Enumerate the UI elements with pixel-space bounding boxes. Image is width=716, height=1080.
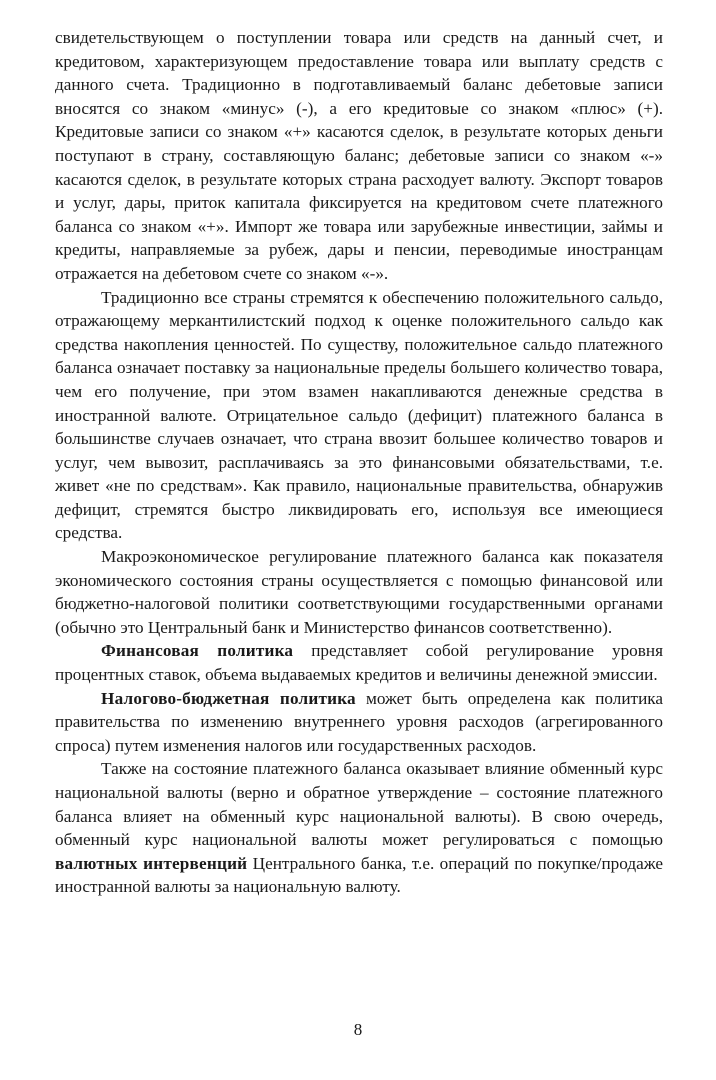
page-number: 8 [353,1020,363,1039]
paragraph-exchange-rate [55,757,663,899]
definition-financial-policy: представляет собой регулирование уровня процентных ставок, объема выдаваемых кредитов и величины денежной эмиссии. [55,641,663,685]
paragraph-balance-entries: свидетельствующем о поступлении товара или средств на данный счет, и кредитовом, характеризующем предоставление товара или выплату средств с данного счета. Традиционно в подготавливаемый баланс дебетовые записи вносятся со знаком «минус» (-), а его кредитовые со знаком «плюс» (+). Кредитовые записи со знаком «+» касаются сделок, в результате которых деньги поступают в страну, составляющую баланс; дебетовые записи со знаком «-» касаются сделок, в результате которых страна расходует валюту. Экспорт товаров и услуг, дары, приток капитала фиксируется на кредитовом счете платежного баланса со знаком «+». Импорт же товара или зарубежные инвестиции, займы и кредиты, направляемые за рубеж, дары и пенсии, переводимые иностранцам отражается на дебетовом счете со знаком «-». [55,28,663,283]
document-page [55,26,663,1046]
term-currency-interventions: валютных интервенций [55,853,248,873]
definition-fiscal-policy: может быть определена как политика правительства по изменению внутреннего уровня расходов (агрегированного спроса) путем изменения налогов или государственных расходов. [55,688,663,755]
paragraph-financial-policy [55,639,663,686]
exchange-rate-text-before: Также на состояние платежного баланса оказывает влияние обменный курс национальной валюты (верно и обратное утверждение – состояние платежного баланса влияет на обменный курс национальной валюты). В свою очередь, обменный курс национальной валюты может регулироваться с помощью [55,759,663,850]
term-fiscal-policy: Налогово-бюджетная политика [101,688,356,708]
exchange-rate-text-after: Центрального банка, т.е. операций по покупке/продаже иностранной валюты за национальную валюту. [55,853,663,897]
paragraph-fiscal-policy [55,687,663,758]
paragraph-macro-regulation: Макроэкономическое регулирование платежного баланса как показателя экономического состояния страны осуществляется с помощью финансовой или бюджетно-налоговой политики соответствующими государственными органами (обычно это Центральный банк и Министерство финансов соответственно). [55,547,663,637]
paragraph-positive-balance: Традиционно все страны стремятся к обеспечению положительного сальдо, отражающему меркантилистский подход к оценке положительного сальдо как средства накопления ценностей. По существу, положительное сальдо платежного баланса означает поставку за национальные пределы большего количество товара, чем его получение, при этом взамен накапливаются денежные средства в иностранной валюте. Отрицательное сальдо (дефицит) платежного баланса в большинстве случаев означает, что страна ввозит большее количество товаров и услуг, чем вывозит, расплачиваясь за это финансовыми обязательствами, т.е. живет «не по средствам». Как правило, национальные правительства, обнаружив дефицит, стремятся быстро ликвидировать его, используя все имеющиеся средства. [55,287,663,543]
term-financial-policy: Финансовая политика [101,641,294,661]
